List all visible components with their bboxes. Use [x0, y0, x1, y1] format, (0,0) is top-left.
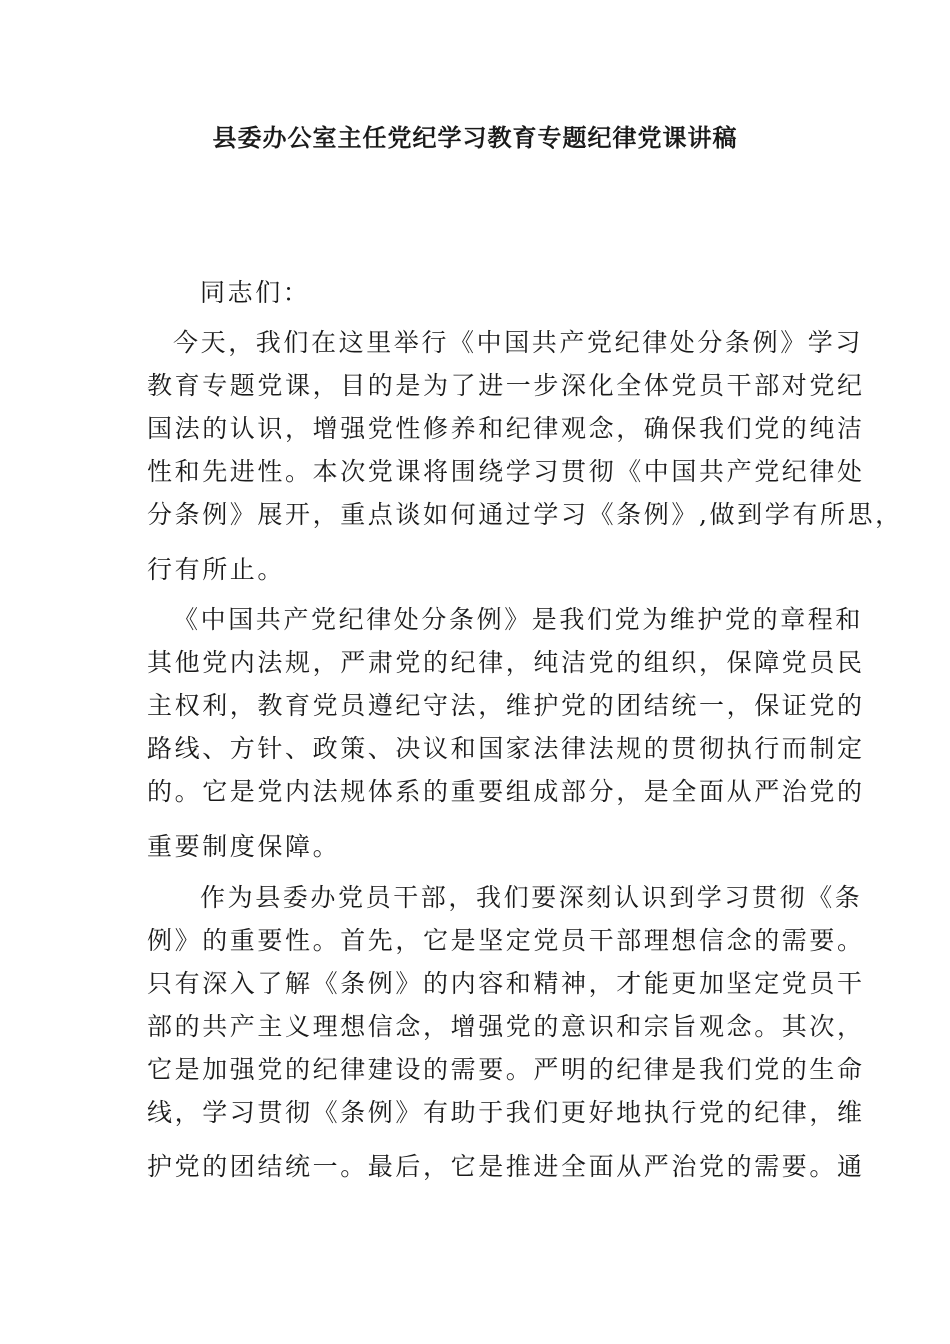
- salutation: 同志们：: [200, 278, 311, 307]
- paragraph-3-line-5: 它是加强党的纪律建设的需要。严明的纪律是我们党的生命: [147, 1055, 865, 1084]
- paragraph-1-line-4: 性和先进性。本次党课将围绕学习贯彻《中国共产党纪律处: [147, 457, 865, 486]
- paragraph-1-line-5: 分条例》展开，重点谈如何通过学习《条例》,做到学有所思，: [147, 500, 903, 529]
- paragraph-3-line-4: 部的共产主义理想信念，增强党的意识和宗旨观念。其次，: [147, 1012, 865, 1041]
- paragraph-3-line-3: 只有深入了解《条例》的内容和精神，才能更加坚定党员干: [147, 969, 865, 998]
- paragraph-1-line-2: 教育专题党课，目的是为了进一步深化全体党员干部对党纪: [147, 371, 865, 400]
- paragraph-2-line-3: 主权利，教育党员遵纪守法，维护党的团结统一，保证党的: [147, 691, 865, 720]
- paragraph-1-line-3: 国法的认识，增强党性修养和纪律观念，确保我们党的纯洁: [147, 414, 865, 443]
- paragraph-3-line-6: 线，学习贯彻《条例》有助于我们更好地执行党的纪律，维: [147, 1098, 865, 1127]
- document-title: 县委办公室主任党纪学习教育专题纪律党课讲稿: [212, 123, 738, 152]
- paragraph-2-line-4: 路线、方针、政策、决议和国家法律法规的贯彻执行而制定: [147, 734, 865, 763]
- paragraph-2-line-1: 《中国共产党纪律处分条例》是我们党为维护党的章程和: [173, 605, 864, 634]
- paragraph-2-line-2: 其他党内法规，严肃党的纪律，纯洁党的组织，保障党员民: [147, 648, 865, 677]
- paragraph-3-line-7: 护党的团结统一。最后，它是推进全面从严治党的需要。通: [147, 1152, 865, 1181]
- paragraph-3-line-2: 例》的重要性。首先，它是坚定党员干部理想信念的需要。: [147, 926, 865, 955]
- paragraph-2-line-5: 的。它是党内法规体系的重要组成部分，是全面从严治党的: [147, 777, 865, 806]
- paragraph-3-line-1: 作为县委办党员干部，我们要深刻认识到学习贯彻《条: [200, 883, 863, 912]
- paragraph-1-line-6: 行有所止。: [147, 555, 286, 584]
- paragraph-2-line-6: 重要制度保障。: [147, 832, 341, 861]
- paragraph-1-line-1: 今天，我们在这里举行《中国共产党纪律处分条例》学习: [173, 328, 864, 357]
